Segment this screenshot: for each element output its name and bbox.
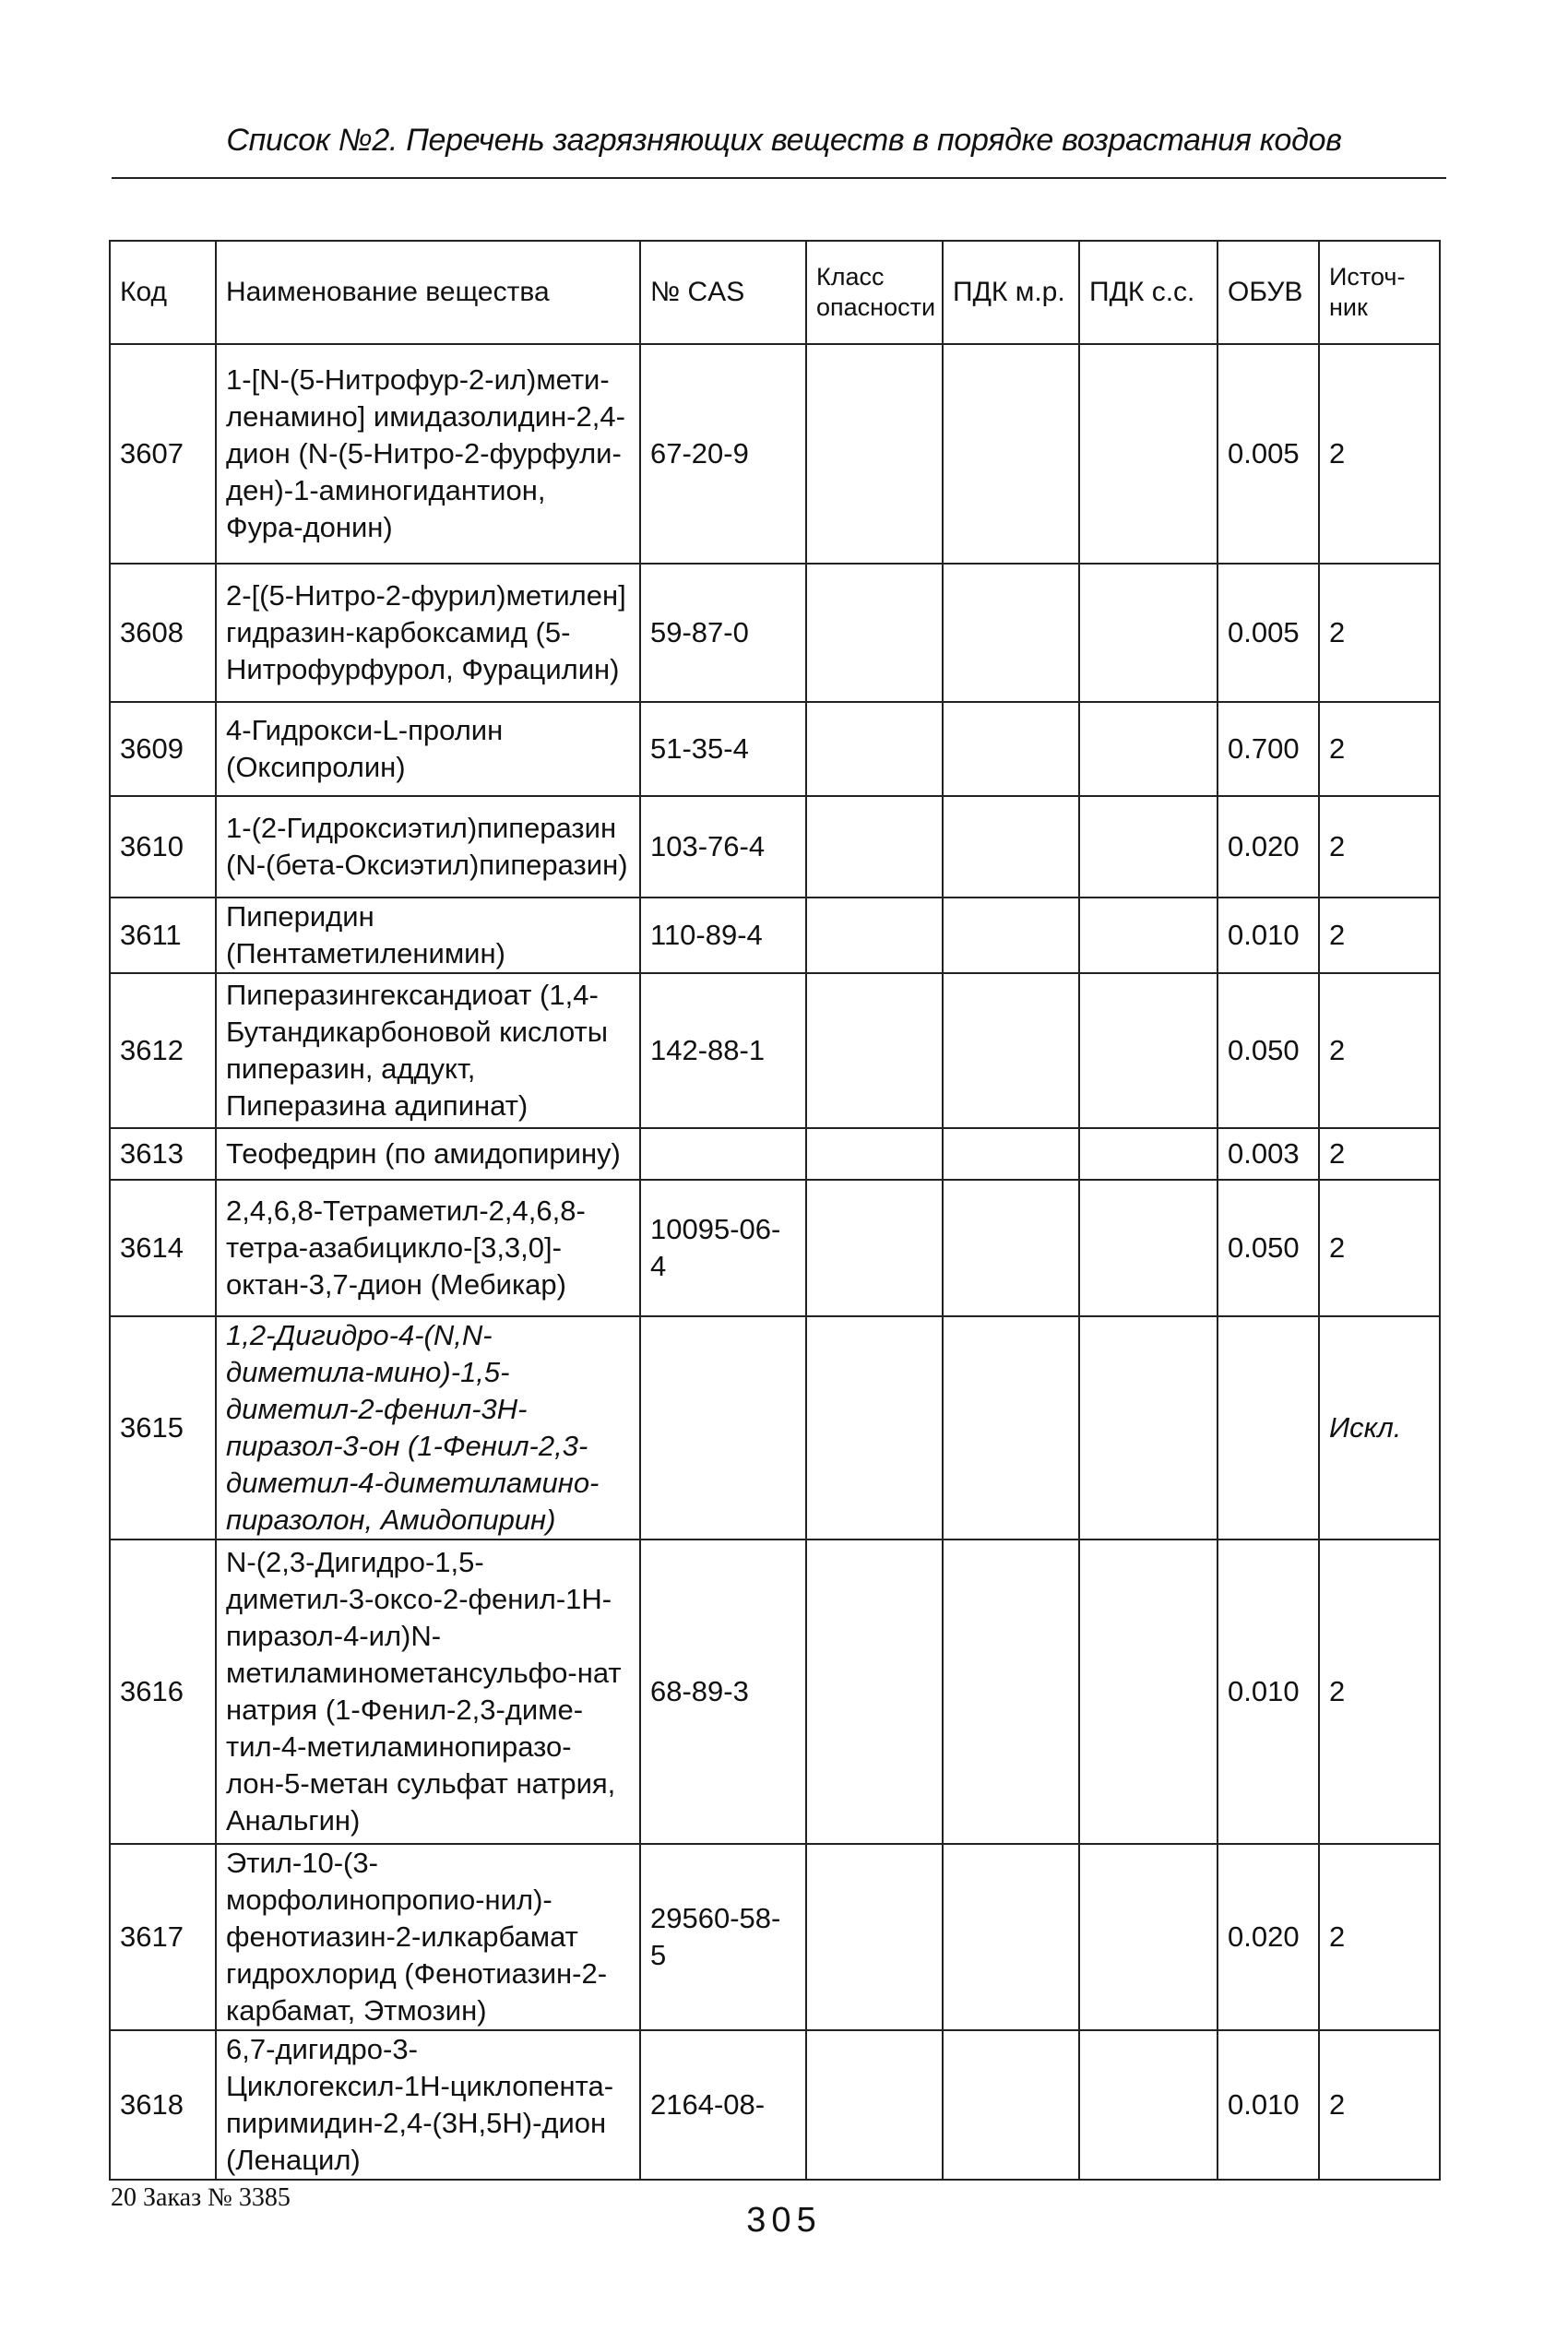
table-row [110,796,1440,898]
row-source: Искл. [1319,1316,1440,1540]
row-source: 2 [1319,564,1440,702]
row-hazard [806,2030,943,2180]
row-cas: 68-89-3 [640,1540,806,1844]
row-source: 2 [1319,344,1440,564]
row-pdk-ss [1079,973,1218,1128]
row-pdk-mr [943,344,1079,564]
row-hazard [806,898,943,973]
row-obuv: 0.005 [1218,344,1319,564]
row-name: 1-[N-(5-Нитрофур-2-ил)мети-ленамино] имидазолидин-2,4-дион (N-(5-Нитро-2-фурфули-ден)-1-аминогидантион, Фура-донин) [216,344,640,564]
row-code: 3608 [110,564,216,702]
row-code: 3613 [110,1128,216,1180]
row-hazard [806,344,943,564]
row-name: 1-(2-Гидроксиэтил)пиперазин (N-(бета-Оксиэтил)пиперазин) [216,796,640,898]
row-pdk-ss [1079,898,1218,973]
row-cas: 103-76-4 [640,796,806,898]
col-header-hazard: Класс опасности [806,241,943,344]
row-pdk-mr [943,2030,1079,2180]
col-header-name: Наименование вещества [216,241,640,344]
row-pdk-mr [943,898,1079,973]
row-name: Теофедрин (по амидопирину) [216,1128,640,1180]
row-obuv: 0.020 [1218,796,1319,898]
row-code: 3614 [110,1180,216,1316]
row-hazard [806,1316,943,1540]
row-code: 3617 [110,1844,216,2030]
row-code: 3610 [110,796,216,898]
row-hazard [806,1180,943,1316]
row-pdk-ss [1079,1316,1218,1540]
row-code: 3612 [110,973,216,1128]
table-row [110,1128,1440,1180]
row-obuv: 0.010 [1218,898,1319,973]
row-source: 2 [1319,1128,1440,1180]
page-header: Список №2. Перечень загрязняющих веществ в порядке возрастания кодов [226,123,1342,158]
row-pdk-ss [1079,344,1218,564]
table-row [110,973,1440,1128]
row-pdk-ss [1079,796,1218,898]
table-row [110,2030,1440,2180]
row-source: 2 [1319,702,1440,796]
row-name: 2,4,6,8-Тетраметил-2,4,6,8-тетра-азабицикло-[3,3,0]-октан-3,7-дион (Мебикар) [216,1180,640,1316]
row-cas: 110-89-4 [640,898,806,973]
col-header-source: Источ-ник [1319,241,1440,344]
row-obuv: 0.005 [1218,564,1319,702]
col-header-code: Код [110,241,216,344]
row-name: 2-[(5-Нитро-2-фурил)метилен] гидразин-карбоксамид (5-Нитрофурфурол, Фурацилин) [216,564,640,702]
row-cas: 2164-08- [640,2030,806,2180]
row-obuv: 0.010 [1218,1540,1319,1844]
row-pdk-ss [1079,2030,1218,2180]
row-hazard [806,1128,943,1180]
row-name: Этил-10-(3-морфолинопропио-нил)-фенотиазин-2-илкарбамат гидрохлорид (Фенотиазин-2-карбамат, Этмозин) [216,1844,640,2030]
row-pdk-ss [1079,1540,1218,1844]
row-pdk-mr [943,1180,1079,1316]
row-code: 3609 [110,702,216,796]
row-cas [640,1316,806,1540]
row-obuv: 0.050 [1218,1180,1319,1316]
header-rule [112,177,1446,179]
table-row [110,344,1440,564]
row-pdk-ss [1079,1180,1218,1316]
row-cas: 29560-58-5 [640,1844,806,2030]
row-cas: 10095-06-4 [640,1180,806,1316]
row-pdk-mr [943,564,1079,702]
row-pdk-ss [1079,702,1218,796]
row-source: 2 [1319,1540,1440,1844]
row-hazard [806,702,943,796]
row-cas [640,1128,806,1180]
table-row [110,564,1440,702]
row-code: 3618 [110,2030,216,2180]
col-header-pdk-mr: ПДК м.р. [943,241,1079,344]
row-name: Пиперидин (Пентаметиленимин) [216,898,640,973]
order-number: 20 Заказ № 3385 [111,2183,291,2212]
row-cas: 142-88-1 [640,973,806,1128]
col-header-cas: № CAS [640,241,806,344]
row-pdk-mr [943,796,1079,898]
row-hazard [806,796,943,898]
row-pdk-mr [943,1844,1079,2030]
row-hazard [806,1844,943,2030]
row-hazard [806,1540,943,1844]
row-name: Пиперазингександиоат (1,4-Бутандикарбоновой кислоты пиперазин, аддукт, Пиперазина адипинат) [216,973,640,1128]
row-cas: 51-35-4 [640,702,806,796]
row-obuv: 0.010 [1218,2030,1319,2180]
row-hazard [806,973,943,1128]
row-source: 2 [1319,898,1440,973]
row-source: 2 [1319,973,1440,1128]
substances-table [109,240,1441,2181]
row-pdk-mr [943,702,1079,796]
col-header-pdk-ss: ПДК с.с. [1079,241,1218,344]
row-source: 2 [1319,1180,1440,1316]
row-code: 3615 [110,1316,216,1540]
row-obuv: 0.003 [1218,1128,1319,1180]
row-cas: 59-87-0 [640,564,806,702]
row-pdk-mr [943,1128,1079,1180]
row-pdk-mr [943,1540,1079,1844]
row-hazard [806,564,943,702]
row-name: 4-Гидрокси-L-пролин (Оксипролин) [216,702,640,796]
row-obuv: 0.020 [1218,1844,1319,2030]
table-row [110,1844,1440,2030]
row-name: 1,2-Дигидро-4-(N,N-диметила-мино)-1,5-диметил-2-фенил-3Н-пиразол-3-он (1-Фенил-2,3-диметил-4-диметиламино-пиразолон, Амидопирин) [216,1316,640,1540]
row-name: N-(2,3-Дигидро-1,5-диметил-3-оксо-2-фенил-1Н-пиразол-4-ил)N-метиламинометансульфо-нат натрия (1-Фенил-2,3-диме-тил-4-метиламинопиразо-лон-5-метан сульфат натрия, Анальгин) [216,1540,640,1844]
row-obuv [1218,1316,1319,1540]
table-header-row [110,241,1440,344]
page-number: 305 [746,2201,822,2240]
table-row [110,1540,1440,1844]
row-code: 3616 [110,1540,216,1844]
row-code: 3611 [110,898,216,973]
row-obuv: 0.050 [1218,973,1319,1128]
row-pdk-mr [943,973,1079,1128]
table-row [110,1180,1440,1316]
row-source: 2 [1319,2030,1440,2180]
table-row [110,1316,1440,1540]
row-source: 2 [1319,1844,1440,2030]
row-pdk-ss [1079,1844,1218,2030]
table-row [110,702,1440,796]
row-cas: 67-20-9 [640,344,806,564]
row-name: 6,7-дигидро-3-Циклогексил-1Н-циклопента-пиримидин-2,4-(3Н,5Н)-дион (Ленацил) [216,2030,640,2180]
row-code: 3607 [110,344,216,564]
row-pdk-mr [943,1316,1079,1540]
col-header-obuv: ОБУВ [1218,241,1319,344]
table-row [110,898,1440,973]
row-obuv: 0.700 [1218,702,1319,796]
row-source: 2 [1319,796,1440,898]
row-pdk-ss [1079,1128,1218,1180]
row-pdk-ss [1079,564,1218,702]
